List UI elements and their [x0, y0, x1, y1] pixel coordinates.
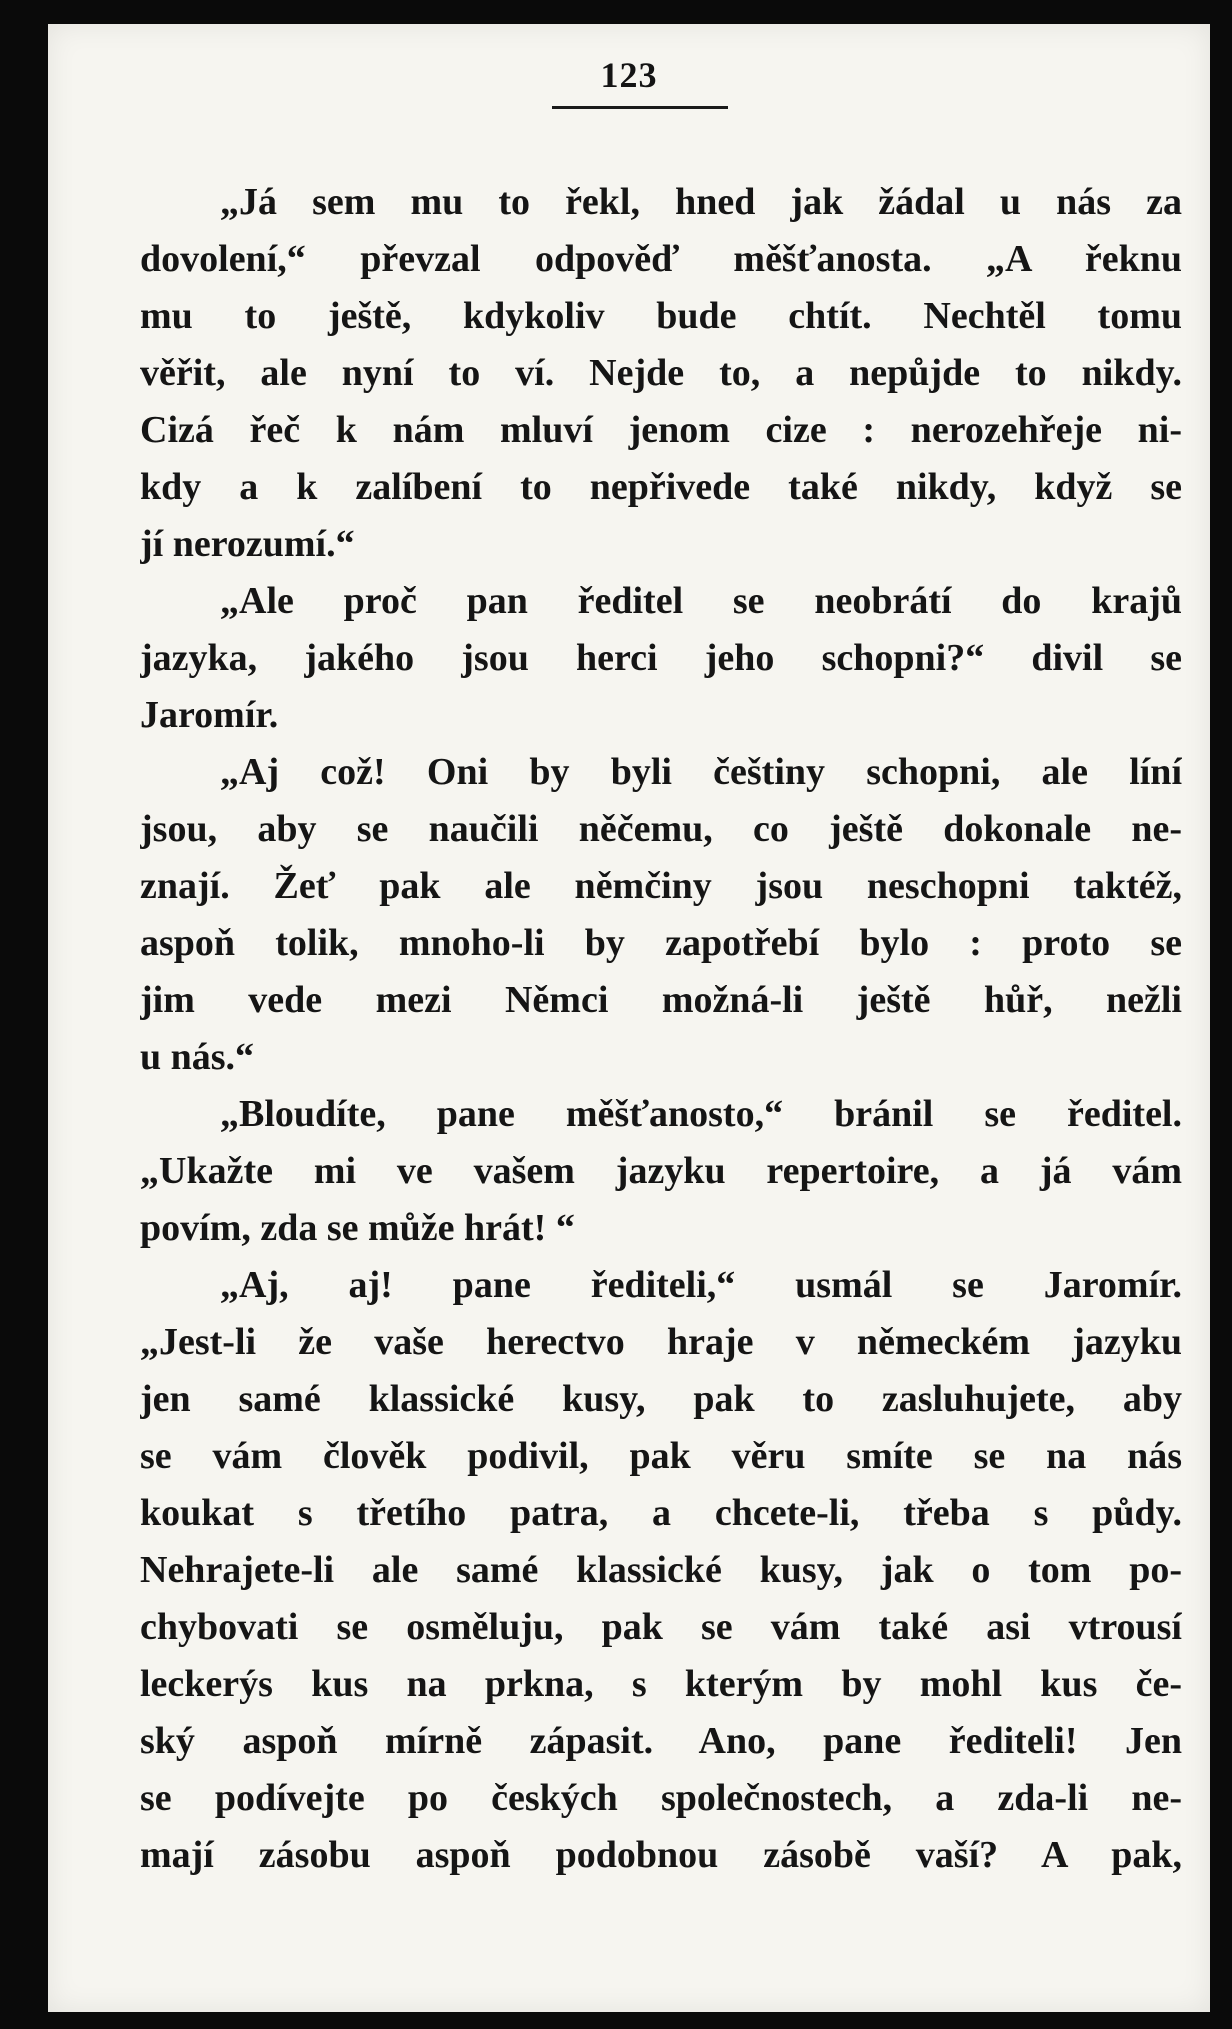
page-number: 123 — [600, 55, 658, 95]
text-line: znají. Žeť pak ale němčiny jsou neschopni taktéž, — [140, 865, 1182, 907]
text-line: mu to ještě, kdykoliv bude chtít. Nechtěl tomu — [140, 295, 1182, 337]
text-line: Nehrajete-li ale samé klassické kusy, jak o tom po- — [140, 1549, 1182, 1591]
text-line: dovolení,“ převzal odpověď měšťanosta. „A řeknu — [140, 238, 1182, 280]
text-line: aspoň tolik, mnoho-li by zapotřebí bylo : proto se — [140, 922, 1182, 964]
text-line: Jaromír. — [140, 694, 279, 736]
text-line: „Jest-li že vaše herectvo hraje v německém jazyku — [140, 1321, 1182, 1363]
text-line: povím, zda se může hrát! “ — [140, 1207, 575, 1249]
text-line: „Ale proč pan ředitel se neobrátí do krajů — [220, 580, 1182, 622]
text-line: jí nerozumí.“ — [140, 523, 355, 565]
text-line: jim vede mezi Němci možná-li ještě hůř, nežli — [140, 979, 1182, 1021]
text-line: „Já sem mu to řekl, hned jak žádal u nás za — [220, 181, 1182, 223]
text-line: se vám člověk podivil, pak věru smíte se na nás — [140, 1435, 1182, 1477]
text-line: jen samé klassické kusy, pak to zasluhujete, aby — [140, 1378, 1182, 1420]
text-line: kdy a k zalíbení to nepřivede také nikdy, když se — [140, 466, 1182, 508]
text-line: se podívejte po českých společnostech, a zda-li ne- — [140, 1777, 1182, 1819]
body-text — [140, 174, 1182, 1884]
text-line: chybovati se osměluju, pak se vám také asi vtrousí — [140, 1606, 1182, 1648]
book-page — [48, 24, 1210, 2012]
text-line: „Aj, aj! pane řediteli,“ usmál se Jaromír. — [220, 1264, 1182, 1306]
text-line: jazyka, jakého jsou herci jeho schopni?“ divil se — [140, 637, 1182, 679]
text-line: jsou, aby se naučili něčemu, co ještě dokonale ne- — [140, 808, 1182, 850]
page-number-rule — [552, 106, 728, 109]
text-line: „Bloudíte, pane měšťanosto,“ bránil se ředitel. — [220, 1093, 1182, 1135]
text-line: „Ukažte mi ve vašem jazyku repertoire, a já vám — [140, 1150, 1182, 1192]
text-line: u nás.“ — [140, 1036, 255, 1078]
text-line: mají zásobu aspoň podobnou zásobě vaší? A pak, — [140, 1834, 1182, 1876]
text-line: Cizá řeč k nám mluví jenom cize : nerozehřeje ni- — [140, 409, 1182, 451]
text-line: ský aspoň mírně zápasit. Ano, pane řediteli! Jen — [140, 1720, 1182, 1762]
text-line: věřit, ale nyní to ví. Nejde to, a nepůjde to nikdy. — [140, 352, 1182, 394]
text-line: koukat s třetího patra, a chcete-li, třeba s půdy. — [140, 1492, 1182, 1534]
text-line: leckerýs kus na prkna, s kterým by mohl kus če- — [140, 1663, 1182, 1705]
text-line: „Aj což! Oni by byli češtiny schopni, ale líní — [220, 751, 1182, 793]
